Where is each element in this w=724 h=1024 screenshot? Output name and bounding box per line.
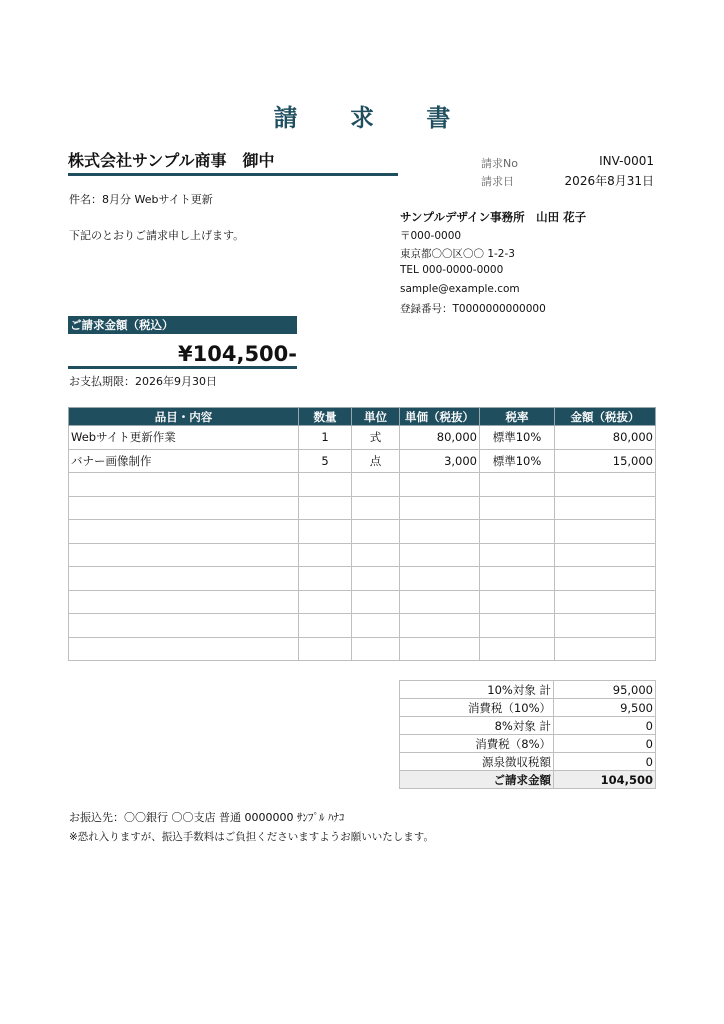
- issuer-postal: 〒000-0000: [400, 230, 462, 242]
- header-unit: 単位: [352, 408, 400, 426]
- cell-unit: 点: [352, 449, 400, 473]
- table-row: [69, 473, 656, 497]
- amount-label: ご請求金額（税込）: [68, 316, 297, 334]
- cell-unit: [352, 473, 400, 497]
- cell-amount: [555, 520, 656, 544]
- cell-qty: [299, 614, 352, 638]
- cell-qty: 5: [299, 449, 352, 473]
- table-row: [69, 426, 656, 450]
- items-header-row: [69, 408, 656, 426]
- summary-row: [400, 771, 656, 789]
- header-tax-rate: 税率: [480, 408, 555, 426]
- cell-amount: [555, 496, 656, 520]
- summary-value: 0: [554, 753, 656, 771]
- summary-value: 95,000: [554, 681, 656, 699]
- summary-value: 0: [554, 735, 656, 753]
- cell-qty: [299, 473, 352, 497]
- invoice-date-label: 請求日: [481, 175, 514, 188]
- cell-qty: [299, 567, 352, 591]
- subject: 件名：8月分 Webサイト更新: [69, 193, 213, 206]
- cell-amount: 80,000: [555, 426, 656, 450]
- summary-value: 104,500: [554, 771, 656, 789]
- summary-value: 9,500: [554, 699, 656, 717]
- table-row: [69, 614, 656, 638]
- cell-amount: [555, 543, 656, 567]
- header-qty: 数量: [299, 408, 352, 426]
- cell-price: [400, 637, 480, 661]
- cell-item: [69, 590, 299, 614]
- due-date: お支払期限：2026年9月30日: [69, 375, 217, 388]
- issuer-tel: TEL 000-0000-0000: [400, 264, 504, 276]
- invoice-no: INV-0001: [599, 154, 654, 168]
- cell-item: [69, 473, 299, 497]
- summary-value: 0: [554, 717, 656, 735]
- cell-amount: [555, 590, 656, 614]
- invoice-no-label: 請求No: [481, 157, 518, 170]
- cell-unit: [352, 520, 400, 544]
- summary-row: [400, 717, 656, 735]
- summary-label: 10%対象 計: [400, 681, 554, 699]
- issuer-address: 東京都〇〇区〇〇 1-2-3: [400, 248, 515, 260]
- cell-amount: [555, 614, 656, 638]
- cell-tax-rate: 標準10%: [480, 426, 555, 450]
- issuer-name: サンプルデザイン事務所 山田 花子: [400, 210, 587, 224]
- header-amount: 金額（税抜）: [555, 408, 656, 426]
- cell-item: [69, 496, 299, 520]
- greeting: 下記のとおりご請求申し上げます。: [69, 229, 245, 242]
- cell-price: [400, 520, 480, 544]
- cell-tax-rate: [480, 637, 555, 661]
- cell-tax-rate: [480, 590, 555, 614]
- issuer-registration: 登録番号：T0000000000000: [400, 303, 546, 315]
- cell-unit: [352, 590, 400, 614]
- cell-price: [400, 590, 480, 614]
- cell-tax-rate: [480, 520, 555, 544]
- client-name: 株式会社サンプル商事 御中: [68, 148, 398, 176]
- cell-price: [400, 473, 480, 497]
- table-row: [69, 496, 656, 520]
- cell-price: 3,000: [400, 449, 480, 473]
- table-row: [69, 567, 656, 591]
- cell-unit: 式: [352, 426, 400, 450]
- cell-unit: [352, 614, 400, 638]
- cell-tax-rate: [480, 567, 555, 591]
- amount-value: ¥104,500-: [68, 342, 297, 369]
- cell-qty: [299, 637, 352, 661]
- summary-row: [400, 681, 656, 699]
- cell-price: 80,000: [400, 426, 480, 450]
- cell-item: [69, 543, 299, 567]
- cell-qty: [299, 590, 352, 614]
- summary-label: ご請求金額: [400, 771, 554, 789]
- cell-price: [400, 496, 480, 520]
- cell-qty: [299, 543, 352, 567]
- summary-label: 消費税（8%）: [400, 735, 554, 753]
- cell-amount: [555, 567, 656, 591]
- cell-price: [400, 614, 480, 638]
- transfer-note: ※恐れ入りますが、振込手数料はご負担くださいますようお願いいたします。: [69, 831, 434, 843]
- cell-amount: [555, 473, 656, 497]
- summary-row: [400, 699, 656, 717]
- bank-info: お振込先：〇〇銀行 〇〇支店 普通 0000000 ｻﾝﾌﾟﾙ ﾊﾅｺ: [69, 811, 345, 824]
- header-item: 品目・内容: [69, 408, 299, 426]
- document-title: 請 求 書: [273, 104, 473, 132]
- cell-price: [400, 567, 480, 591]
- cell-tax-rate: [480, 496, 555, 520]
- issuer-email: sample@example.com: [400, 283, 520, 295]
- cell-amount: [555, 637, 656, 661]
- cell-qty: 1: [299, 426, 352, 450]
- summary-label: 8%対象 計: [400, 717, 554, 735]
- table-row: [69, 520, 656, 544]
- summary-table: [399, 680, 656, 789]
- cell-unit: [352, 637, 400, 661]
- table-row: [69, 590, 656, 614]
- cell-tax-rate: [480, 473, 555, 497]
- cell-tax-rate: [480, 614, 555, 638]
- cell-item: [69, 567, 299, 591]
- cell-amount: 15,000: [555, 449, 656, 473]
- cell-qty: [299, 520, 352, 544]
- table-row: [69, 449, 656, 473]
- cell-tax-rate: 標準10%: [480, 449, 555, 473]
- items-table: [68, 407, 656, 661]
- cell-item: Webサイト更新作業: [69, 426, 299, 450]
- summary-label: 消費税（10%）: [400, 699, 554, 717]
- cell-unit: [352, 496, 400, 520]
- summary-row: [400, 753, 656, 771]
- summary-label: 源泉徴収税額: [400, 753, 554, 771]
- summary-row: [400, 735, 656, 753]
- cell-item: バナー画像制作: [69, 449, 299, 473]
- cell-tax-rate: [480, 543, 555, 567]
- header-price: 単価（税抜）: [400, 408, 480, 426]
- cell-unit: [352, 567, 400, 591]
- table-row: [69, 637, 656, 661]
- cell-qty: [299, 496, 352, 520]
- table-row: [69, 543, 656, 567]
- invoice-date: 2026年8月31日: [564, 174, 654, 188]
- cell-price: [400, 543, 480, 567]
- cell-item: [69, 614, 299, 638]
- cell-item: [69, 520, 299, 544]
- cell-item: [69, 637, 299, 661]
- cell-unit: [352, 543, 400, 567]
